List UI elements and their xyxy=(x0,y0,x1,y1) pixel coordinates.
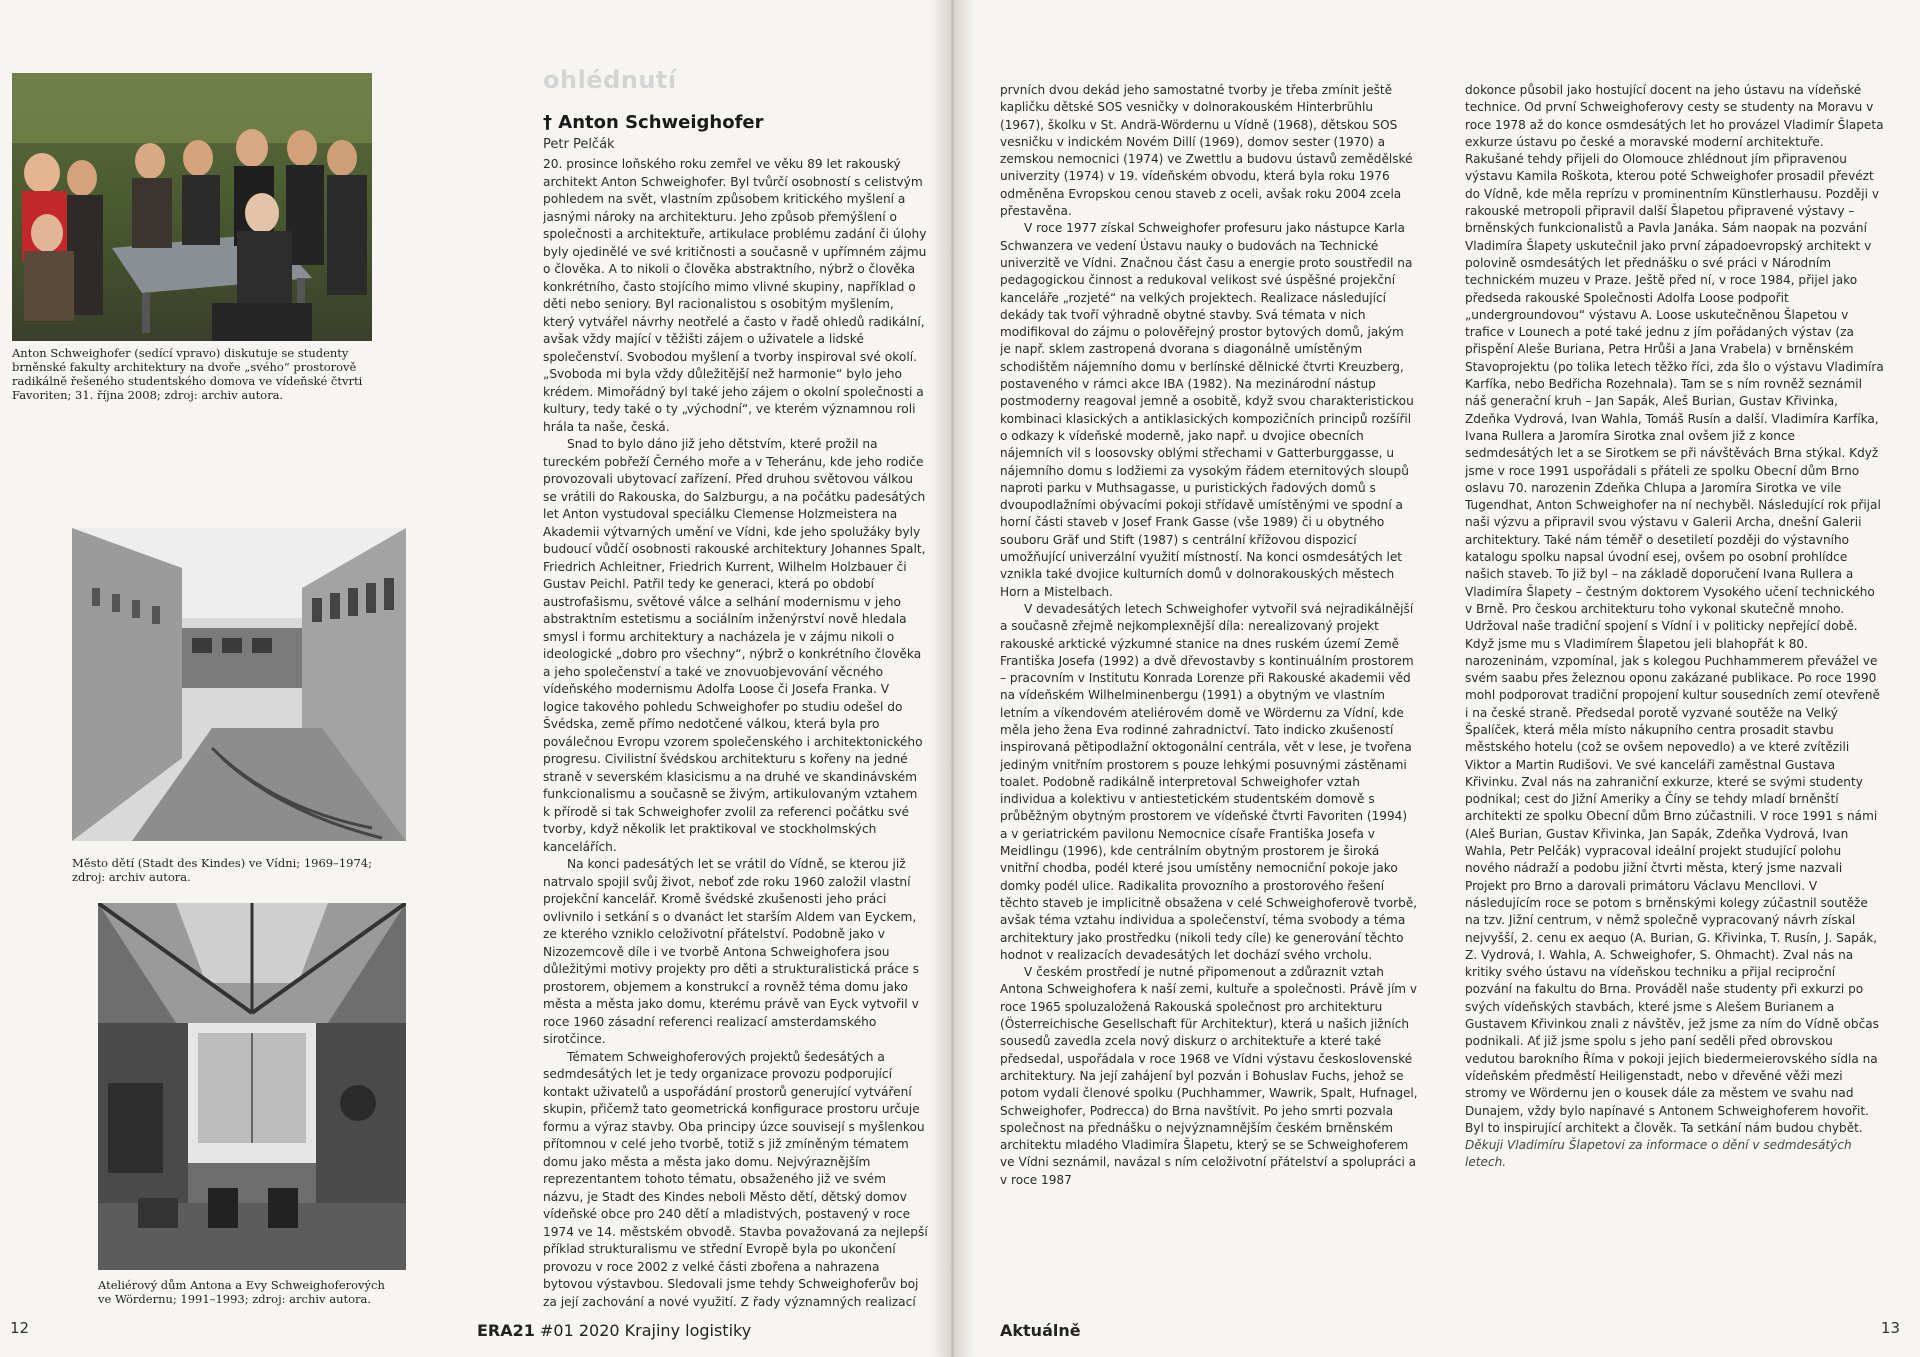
paragraph: V českém prostředí je nutné připomenout a zdůraznit vztah Antona Schweighofera k naší zemi, kultuře a společnosti. Právě jím v roce 1965 spoluzaložená Rakouská společnost pro architekturu (Österreichische Gesellschaft für Architektur), která u našich jižních sousedů zavedla zcela nový diskurz o architektuře a které také předsedal, uspořádala v roce 1968 ve Vídni výstavu československé architektury. Na její zahájení byl pozván i Bohuslav Fuchs, jehož se potom vydali členové spolku (Puchhammer, Wawrik, Spalt, Hufnagel, Schweighofer, Podrecca) do Brna navštívit. Po jeho smrti pozvala společnost na přednášku o nejvýznamnějším českém brněnském architektu mladého Vladimíra Šlapetu, který se se Schweighoferem ve Vídni seznámil, navázal s ním celoživotní přátelství a spolupráci a v roce 1987 xyxy=(1000,965,1418,1187)
section-label: Aktuálně xyxy=(1000,1321,1081,1340)
paragraph: Snad to bylo dáno již jeho dětstvím, které prožil na tureckém pobřeží Černého moře a v Teheránu, kde jeho rodiče provozovali ubytovací zařízení. Před druhou světovou válkou se vrátili do Rakouska, do Salzburgu, a na počátku padesátých let Anton vystudoval speciálku Clemense Holzmeistera na Akademii výtvarných umění ve Vídni, kde jeho spolužáky byly budoucí vůdčí osobnosti rakouské architektury Johannes Spalt, Friedrich Achleitner, Friedrich Kurrent, Wilhelm Holzbauer či Gustav Peichl. Patřil tedy ke generaci, která po období austrofašismu, světové válce a selhání modernismu v jeho abstraktním estetismu a sociálním inženýrství nově hledala smysl i formu architektury a nacházela je v zájmu nikoli o ideologické „dobro pro všechny“, nýbrž o konkrétního člověka a jeho společenství a také ve znovuobjevování věcného vídeňského modernismu Adolfa Loose či Josefa Franka. V logice takového pohledu Schweighofer po studiu odešel do Švédska, země přímo nedotčené válkou, která byla pro poválečnou Evropu vzorem společenského i architektonického progresu. Civilistní švédskou architekturu s kořeny na jedné straně v severském klasicismu a na druhé ve skandinávském funkcionalismu a současně se živým, artikulovaným vztahem k přírodě si tak Schweighofer zvolil za referenci počátku své tvorby, když několik let praktikoval ve stockholmských kancelářích. xyxy=(543,437,926,854)
photo-atelier-house-illustration xyxy=(98,903,406,1270)
right-text-column-2 xyxy=(1465,82,1885,1312)
photo-atelier-house xyxy=(98,903,406,1270)
footer-magazine xyxy=(477,1321,751,1340)
magazine-issue: #01 2020 Krajiny logistiky xyxy=(540,1321,752,1340)
paragraph: 20. prosince loňského roku zemřel ve věku 89 let rakouský architekt Anton Schweighofer. Byl tvůrčí osobností s celistvým pohledem na svět, vlastním způsobem kritického myšlení a jasnými nároky na architekturu. Jeho způsob přemýšlení o společnosti a architektuře, artikulace problému zadání či úlohy byly ojedinělé ve své kritičnosti a současně v upřímném zájmu o člověka. A to nikoli o člověka abstraktního, nýbrž o člověka konkrétního, často stojícího mimo vlivné skupiny, například o děti nebo seniory. Byl racionalistou s osobitým myšlením, který vytvářel návrhy neotřelé a často v řadě ohledů radikální, avšak vždy mající v těžišti zájem o uživatele a lidské společenství. Svobodou myšlení a tvorby inspiroval své okolí. „Svoboda mi byla vždy důležitější než harmonie“ bylo jeho krédem. Mimořádný byl také jeho zájem o okolní společnosti a kultury, tedy také o ty „východní“, ve kterém významnou roli hrála ta naše, česká. xyxy=(543,157,927,434)
spine-gutter xyxy=(930,0,975,1357)
caption-photo-stadt-des-kindes: Město dětí (Stadt des Kindes) ve Vídni; 1969–1974; zdroj: archiv autora. xyxy=(72,856,372,884)
right-text-column-1 xyxy=(1000,82,1418,1312)
caption-photo-atelier-house: Ateliérový dům Antona a Evy Schweighoferových ve Wördernu; 1991–1993; zdroj: archiv autora. xyxy=(98,1278,385,1306)
paragraph: Na konci padesátých let se vrátil do Vídně, se kterou již natrvalo spojil svůj život, neboť zde roku 1960 založil vlastní projekční kancelář. Kromě švédské zkušenosti jeho práci ovlivnilo i setkání s o dvanáct let starším Aldem van Eyckem, ze kterého vzniklo celoživotní přátelství. Podobně jako v Nizozemcově díle i ve tvorbě Antona Schweighofera jsou důležitými motivy projekty pro děti a strukturalistická práce s prostorem, objemem a konstrukcí a rovněž téma domu jako města a města jako domu, kterému právě van Eyck vytvořil v roce 1960 zásadní referenci realizací amsterdamského sirotčince. xyxy=(543,857,919,1046)
paragraph: dokonce působil jako hostující docent na jeho ústavu na vídeňské technice. Od první Schweighoferovy cesty se studenty na Moravu v roce 1978 až do konce osmdesátých let ho provázel Vladimír Šlapeta exkurze ústavu po české a moravské moderní architektuře. Rakušané tehdy přijeli do Olomouce zhlédnout jím připravenou výstavu Kamila Roškota, kterou poté Schweighofer prosadil převézt do Vídně, kde měla reprízu v prominentním Künstlerhausu. Později v rakouské metropoli připravil další Šlapetou připravené výstavy – brněnských funkcionalistů a Pavla Janáka. Sám naopak na pozvání Vladimíra Šlapety uskutečnil jako první západoevropský architekt v polovině osmdesátých let přednášku o své práci v Národním technickém muzeu v Praze. Ještě před ní, v roce 1984, přijel jako předseda rakouské Společnosti Adolfa Loose podpořit „undergroundovou“ výstavu A. Loose uskutečněnou Šlapetou v trafice v Lounech a poté také jednu z jím pořádaných výstav (za přispění Aleše Buriana, Petra Hrůši a Jana Vrabela) v brněnském Stavoprojektu (po tolika letech těžko říci, zda šlo o výstavu Vladimíra Karfíka, nebo Bedřicha Rozehnala). Tam se s ním rovněž seznámil náš generační kruh – Jan Sapák, Aleš Burian, Gustav Křivinka, Zdeňka Vydrová, Ivan Wahla, Tomáš Rusín a další. Vladimíra Karfíka, Ivana Rullera a Jaromíra Sirotka znal ovšem již z konce sedmdesátých let a se Sirotkem se při návštěvách Brna stýkal. Když jsme v roce 1991 uspořádali s přáteli ze spolku Obecní dům Brno oslavu 70. narozenin Zdeňka Chlupa a Jaromíra Sirotka ve vile Tugendhat, Anton Schweighofer na ní nechyběl. Následující rok přijal naši výzvu a připravil svou výstavu v Galerii Archa, dnešní Galerii architektury. Také nám téměř o desetiletí později do výstavního katalogu spolku napsal úvodní esej, ovšem po osobní prohlídce našich staveb. To již byl – na základě doporučení Ivana Rullera a Vladimíra Šlapety – čestným doktorem Vysokého učení technického v Brně. Pro českou architekturu toho vykonal skutečně mnoho. Udržoval naše tradiční spojení s Vídní i v politicky nepřející době. Když jsme mu s Vladimírem Šlapetou jeli blahopřát k 80. narozeninám, vzpomínal, jak s kolegou Puchhammerem převážel ve svém saabu přes železnou oponu zakázané publikace. Po roce 1990 mohl podporovat tradiční propojení kultur sousedních zemí otevřeně i na české straně. Předsedal porotě vyzvané soutěže na Velký Špalíček, která měla místo nákupního centra prosadit stavbu městského hotelu (což se ovšem nepovedlo) a ve které zvítězili Viktor a Martin Rudišovi. Ve své kanceláři zaměstnal Gustava Křivinku. Zval nás na zahraniční exkurze, které se svými studenty podnikal; cest do Jižní Ameriky a Číny se tehdy mladí brněnští architekti ze spolku Obecní dům Brno zúčastnili. V roce 1991 s námi (Aleš Burian, Gustav Křivinka, Jan Sapák, Zdeňka Vydrová, Ivan Wahla, Petr Pelčák) vypracoval ideální projekt studující polohu nového nádraží a podobu jižní čtvrti města, který jsme nazvali Projekt pro Brno a darovali primátoru Václavu Mencllovi. V následujícím roce se potom s brněnskými kolegy zúčastnil soutěže na tzv. Jižní centrum, v němž společně vypracovaný návrh získal nejvyšší, 2. cenu ex aequo (A. Burian, G. Křivinka, T. Rusín, J. Sapák, Z. Vydrová, I. Wahla, A. Schweighofer, S. Ohmacht). Zval nás na kritiky svého ústavu na vídeňskou techniku a přijal reciproční pozvání na fakultu do Brna. Prováděl naše studenty při exkurzi po svých vídeňských stavbách, které jsme s Alešem Burianem a Gustavem Křivinkou znali z návštěv, jež jsme za ním do Vídně občas podnikali. Ať již jsme spolu s jeho paní seděli před obrovskou vedutou barokního Říma v pokoji jejich biedermeierovského sídla na vídeňském předměstí Heiligenstadt, nebo v dřevěné věži mezi stromy ve Wördernu jen o kousek dále za městem ve svahu nad Dunajem, vždy bylo napínavé s Antonem Schweighoferem hovořit. Byl to inspirující architekt a člověk. Ta setkání nám budou chybět. xyxy=(1465,83,1884,1135)
acknowledgement: Děkuji Vladimíru Šlapetovi za informace o dění v sedmdesátých letech. xyxy=(1465,1138,1852,1170)
paragraph: V roce 1977 získal Schweighofer profesuru jako nástupce Karla Schwanzera ve vedení Ústavu nauky o budovách na Technické univerzitě ve Vídni. Značnou část času a energie proto soustředil na pedagogickou činnost a redukoval velikost své úspěšné projekční kanceláře „rozjeté“ na velkých projektech. Realizace následující dekády tak tvoří výhradně obytné stavby. Svá témata v nich modifikoval do zájmu o polověřejný prostor bytových domů, jakým je např. sklem zastropená dvorana s diagonálně umístěným schodištěm nájemního domu v berlínské dělnické čtvrti Kreuzberg, postaveného v rámci akce IBA (1982). Na mezinárodní nástup postmoderny reagoval jemně a osobitě, když svou charakteristickou kombinaci klasických a antiklasických kompozičních principů rozšířil o odkazy k vídeňské moderně, jako např. u dvojice obecních nájemních vil s loosovsky oblými střechami v Gatterburggasse, u nájemního domu s lodžiemi za vysokým řádem eternitových sloupů naproti parku v Muthsagasse, u puristických řadových domů s dvoupodlažními obývacími pokoji střídavě umístěnými ve spodní a horní části staveb v Josef Frank Gasse (vše 1989) či u obytného souboru Gräf und Stift (1987) s centrální křížovou dispozicí umožňující univerzální využití místností. Na konci osmdesátých let vznikla také dvojice kulturních domů v dolnorakouských městech Horn a Mistelbach. xyxy=(1000,221,1414,599)
right-page xyxy=(950,0,1920,1357)
photo-students-discussion xyxy=(12,73,372,341)
paragraph: Tématem Schweighoferových projektů šedesátých a sedmdesátých let je tedy organizace provozu podporující kontakt uživatelů a uspořádání prostorů generující vytváření skupin, přičemž tato geometrická konfigurace prostoru určuje formu a výraz stavby. Oba principy úzce souvisejí s myšlenkou přítomnou v celé jeho tvorbě, totiž s již zmíněným tématem domu jako města a města jako domu. Nejvýraznějším reprezentantem tohoto tématu, obsaženého již ve svém názvu, je Stadt des Kindes neboli Město dětí, dětský domov vídeňské obce pro 240 dětí a mladistvých, postavený v roce 1974 ve 14. městském obvodě. Stavba považovaná za nejlepší příklad strukturalismu ve střední Evropě byla po ukončení provozu v roce 2002 z velké části zbořena a nahrazena bytovou výstavbou. Sledovali jsme tehdy Schweighoferův boj za její zachování a nové využití. Z řady významných realizací xyxy=(543,1049,928,1309)
photo-stadt-des-kindes xyxy=(72,528,406,841)
caption-photo-students: Anton Schweighofer (sedící vpravo) diskutuje se studenty brněnské fakulty architektury na dvoře „svého“ prostorově radikálně řešeného studentského domova ve vídeňské čtvrti Favoriten; 31. října 2008; zdroj: archiv autora. xyxy=(12,346,363,402)
photo-students-illustration xyxy=(12,73,372,341)
photo-stadt-des-kindes-illustration xyxy=(72,528,406,841)
page-number-left: 12 xyxy=(10,1319,30,1337)
paragraph: V devadesátých letech Schweighofer vytvořil svá nejradikálnější a současně zřejmě nejkomplexnější díla: nerealizovaný projekt rakouské arktické výzkumné stanice na dnes ruském území Země Františka Josefa (1992) a dvě dřevostavby s kontinuálním prostorem – pracovním v Institutu Konrada Lorenze při Rakouské akademii věd na vídeňském Wilhelminenbergu (1991) a obytným ve vlastním letním a víkendovém ateliérovém domě ve Wördernu za Vídní, kde měla jeho žena Eva rodinné zahradnictví. Tato indicko zkušeností inspirovaná pětipodlažní oktogonální centrála, vět v lese, je tvořena jediným vnitřním prostorem s pouze lehkými posuvnými zástěnami toalet. Podobně radikálně interpretoval Schweighofer vztah individua a kolektivu v antiestetickém studentském domově s průběžným obytným prostorem ve vídeňské čtvrti Favoriten (1994) a v geriatrickém pavilonu Nemocnice císaře Františka Josefa v Meidlingu (1996), kde centrálním obytným prostorem je široká vnitřní chodba, podél které jsou umístěny nemocniční pokoje jako domky podél ulice. Radikalita provozního a prostorového řešení těchto staveb je implicitně obsažena v celé Schweighoferově tvorbě, avšak téma vztahu individua a společenství, téma svobody a téma architektury jako prostředku (nikoli tedy cíle) ke generování těchto hodnot v realizacích devadesátých let dochází svého vrcholu. xyxy=(1000,601,1418,962)
article-byline: Petr Pelčák xyxy=(543,137,615,152)
section-kicker: ohlédnutí xyxy=(543,66,677,94)
paragraph: prvních dvou dekád jeho samostatné tvorby je třeba zmínit ještě kapličku dětské SOS vesničky v dolnorakouském Hinterbrühlu (1967), školku v St. Andrä-Wördernu u Vídně (1968), dětskou SOS vesničku v indickém Novém Dillí (1969), domov sester (1970) a zemskou nemocnici (1974) ve Zwettlu a budovu ústavů zemědělské univerzity (1974) v 19. vídeňském obvodu, která byla roku 1976 odměněna Evropskou cenou staveb z oceli, avšak roku 2004 zcela přestavěna. xyxy=(1000,83,1413,219)
article-headline: † Anton Schweighofer xyxy=(543,112,764,133)
left-text-column xyxy=(543,156,928,1311)
page-number-right: 13 xyxy=(1880,1319,1900,1337)
left-page xyxy=(0,0,950,1357)
magazine-name: ERA21 xyxy=(477,1321,535,1340)
